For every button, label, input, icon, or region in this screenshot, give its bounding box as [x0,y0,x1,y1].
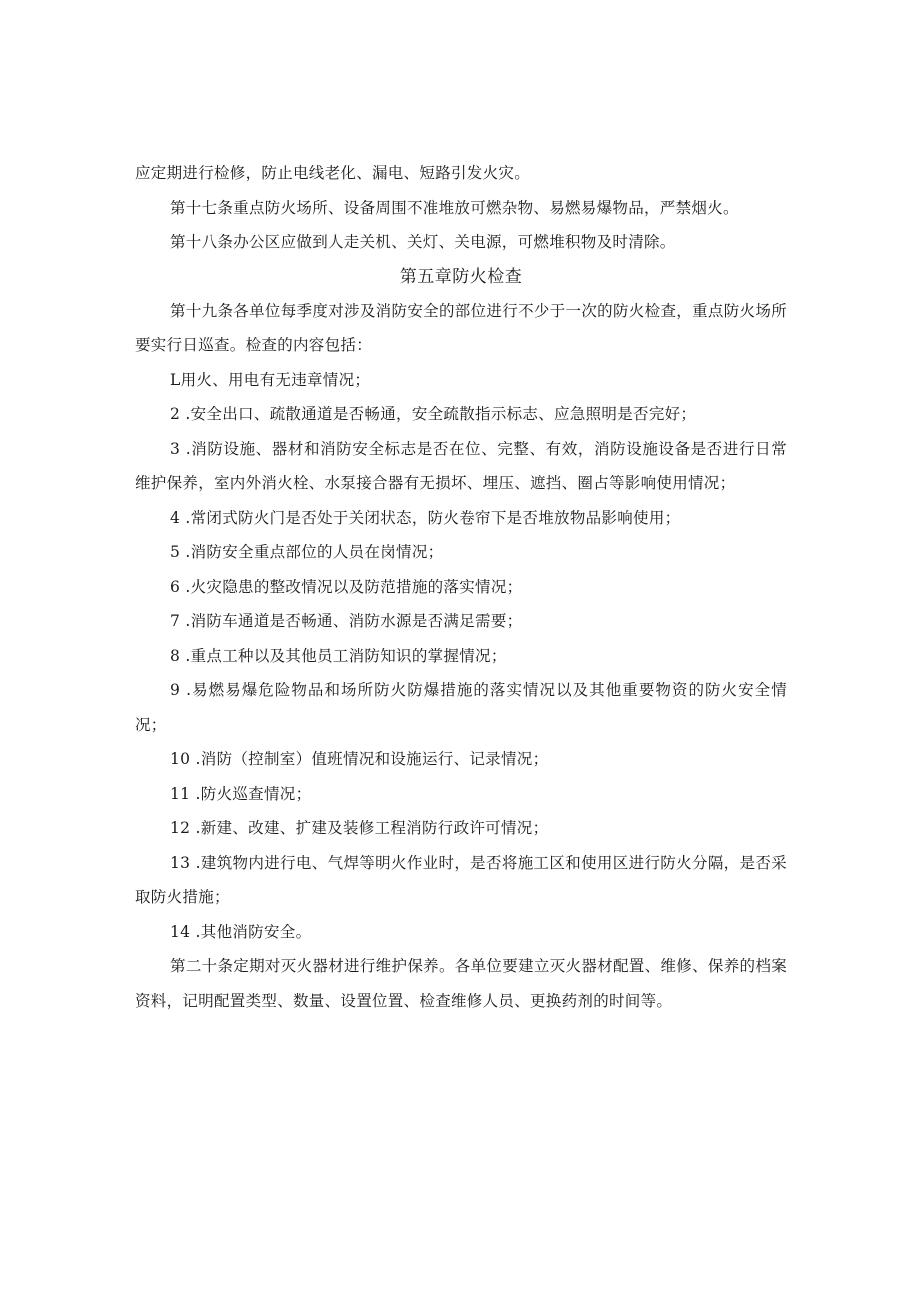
list-item: 8 .重点工种以及其他员工消防知识的掌握情况； [170,646,507,665]
paragraph-carry-over: 应定期进行检修，防止电线老化、漏电、短路引发火灾。 [135,164,531,182]
article-19: 第十九条各单位每季度对涉及消防安全的部位进行不少于一次的防火检查，重点防火场所要实行日巡查。检查的内容包括： [135,301,787,354]
list-item: 5 .消防安全重点部位的人员在岗情况； [170,543,444,561]
list-item: 9 .易燃易爆危险物品和场所防火防爆措施的落实情况以及其他重要物资的防火安全情况； [135,681,787,734]
list-item: 6 .火灾隐患的整改情况以及防范措施的落实情况； [170,577,523,596]
list-item: 13 .建筑物内进行电、气焊等明火作业时，是否将施工区和使用区进行防火分隔，是否采取防火措施； [135,853,787,906]
list-item: 7 .消防车通道是否畅通、消防水源是否满足需要； [170,612,523,630]
list-item: 12 .新建、改建、扩建及装修工程消防行政许可情况； [170,819,549,837]
document-body [135,156,787,1018]
list-item: 10 .消防（控制室）值班情况和设施运行、记录情况； [170,750,549,768]
article-18: 第十八条办公区应做到人走关机、关灯、关电源，可燃堆积物及时清除。 [170,233,676,251]
list-item: L用火、用电有无违章情况； [170,370,371,389]
list-item: 2 .安全出口、疏散通道是否畅通，安全疏散指示标志、应急照明是否完好； [170,405,697,423]
list-item: 3 .消防设施、器材和消防安全标志是否在位、完整、有效，消防设施设备是否进行日常维护保养，室内外消火栓、水泵接合器有无损坏、埋压、遮挡、圈占等影响使用情况； [135,439,787,492]
list-item: 14 .其他消防安全。 [170,922,312,941]
article-17: 第十七条重点防火场所、设备周围不准堆放可燃杂物、易燃易爆物品，严禁烟火。 [170,198,739,217]
list-item: 4 .常闭式防火门是否处于关闭状态，防火卷帘下是否堆放物品影响使用； [170,508,681,527]
list-item: 11 .防火巡查情况； [170,784,312,803]
article-20: 第二十条定期对灭火器材进行维护保养。各单位要建立灭火器材配置、维修、保养的档案资料，记明配置类型、数量、设置位置、检查维修人员、更换药剂的时间等。 [135,957,787,1010]
chapter-title: 第五章防火检查 [399,266,523,287]
